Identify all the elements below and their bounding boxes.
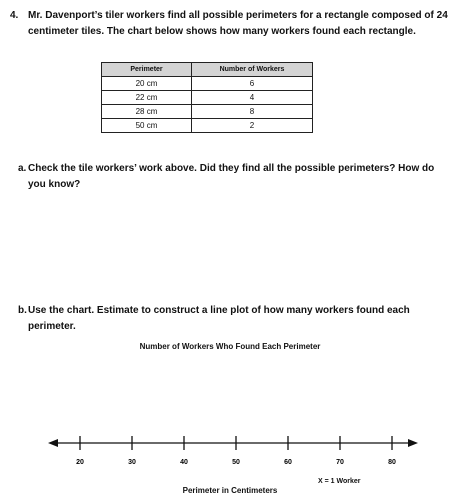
part-a-emphasis: Check — [28, 163, 59, 174]
number-line-tick-label: 60 — [284, 459, 292, 466]
cell-workers: 4 — [192, 91, 313, 105]
part-b-text: of how many workers found each perimeter. — [28, 305, 410, 332]
question-number: 4. — [10, 10, 19, 21]
cell-perimeter: 28 cm — [102, 105, 192, 119]
part-a-emphasis: all — [263, 163, 275, 174]
number-line-tick-label: 30 — [128, 459, 136, 466]
question-text-part: Mr. Davenport’s tiler workers find — [28, 10, 189, 21]
question-text-part: centimeter tiles. The chart below shows how many workers found each rectangle. — [28, 26, 416, 37]
line-plot-title: Number of Workers Who Found Each Perimeter — [139, 342, 321, 351]
part-b-label: b. — [18, 305, 27, 316]
cell-perimeter: 50 cm — [102, 119, 192, 133]
question-text-emphasis: 24 — [436, 10, 448, 21]
table-row — [102, 91, 313, 105]
part-a-text: the tile workers’ work above. Did they find — [58, 163, 264, 174]
number-line-tick-label: 80 — [388, 459, 396, 466]
part-a-label: a. — [18, 163, 27, 174]
column-header-workers: Number of Workers — [192, 63, 313, 77]
table-row — [102, 77, 313, 91]
question-text-emphasis: all — [188, 10, 200, 21]
number-line-tick-label: 20 — [76, 459, 84, 466]
table-row — [102, 105, 313, 119]
number-line — [0, 426, 460, 470]
number-line-tick-label: 50 — [232, 459, 240, 466]
line-plot-axis-label: Perimeter in Centimeters — [182, 486, 278, 495]
part-a — [18, 161, 448, 193]
column-header-perimeter: Perimeter — [102, 63, 192, 77]
question-text-part: possible — [199, 10, 247, 21]
question-text-emphasis: perimeters — [246, 10, 298, 21]
cell-workers: 8 — [192, 105, 313, 119]
cell-perimeter: 22 cm — [102, 91, 192, 105]
number-line-tick-label: 40 — [180, 459, 188, 466]
line-plot-legend: X = 1 Worker — [318, 478, 361, 485]
part-b-text: Use the chart. Estimate to — [28, 305, 154, 316]
question-text-part: for a rectangle composed of — [297, 10, 437, 21]
cell-workers: 2 — [192, 119, 313, 133]
part-b-emphasis: construct a line plot — [153, 305, 249, 316]
table-row — [102, 119, 313, 133]
right-arrow-icon — [408, 439, 418, 447]
cell-perimeter: 20 cm — [102, 77, 192, 91]
workers-table — [101, 62, 313, 133]
number-line-tick-label: 70 — [336, 459, 344, 466]
table-header-row — [102, 63, 313, 77]
part-a-text: the possible perimeters? How do you know? — [28, 163, 435, 190]
cell-workers: 6 — [192, 77, 313, 91]
part-b — [18, 303, 448, 335]
left-arrow-icon — [48, 439, 58, 447]
question-4 — [10, 8, 450, 40]
question-text — [28, 8, 450, 40]
